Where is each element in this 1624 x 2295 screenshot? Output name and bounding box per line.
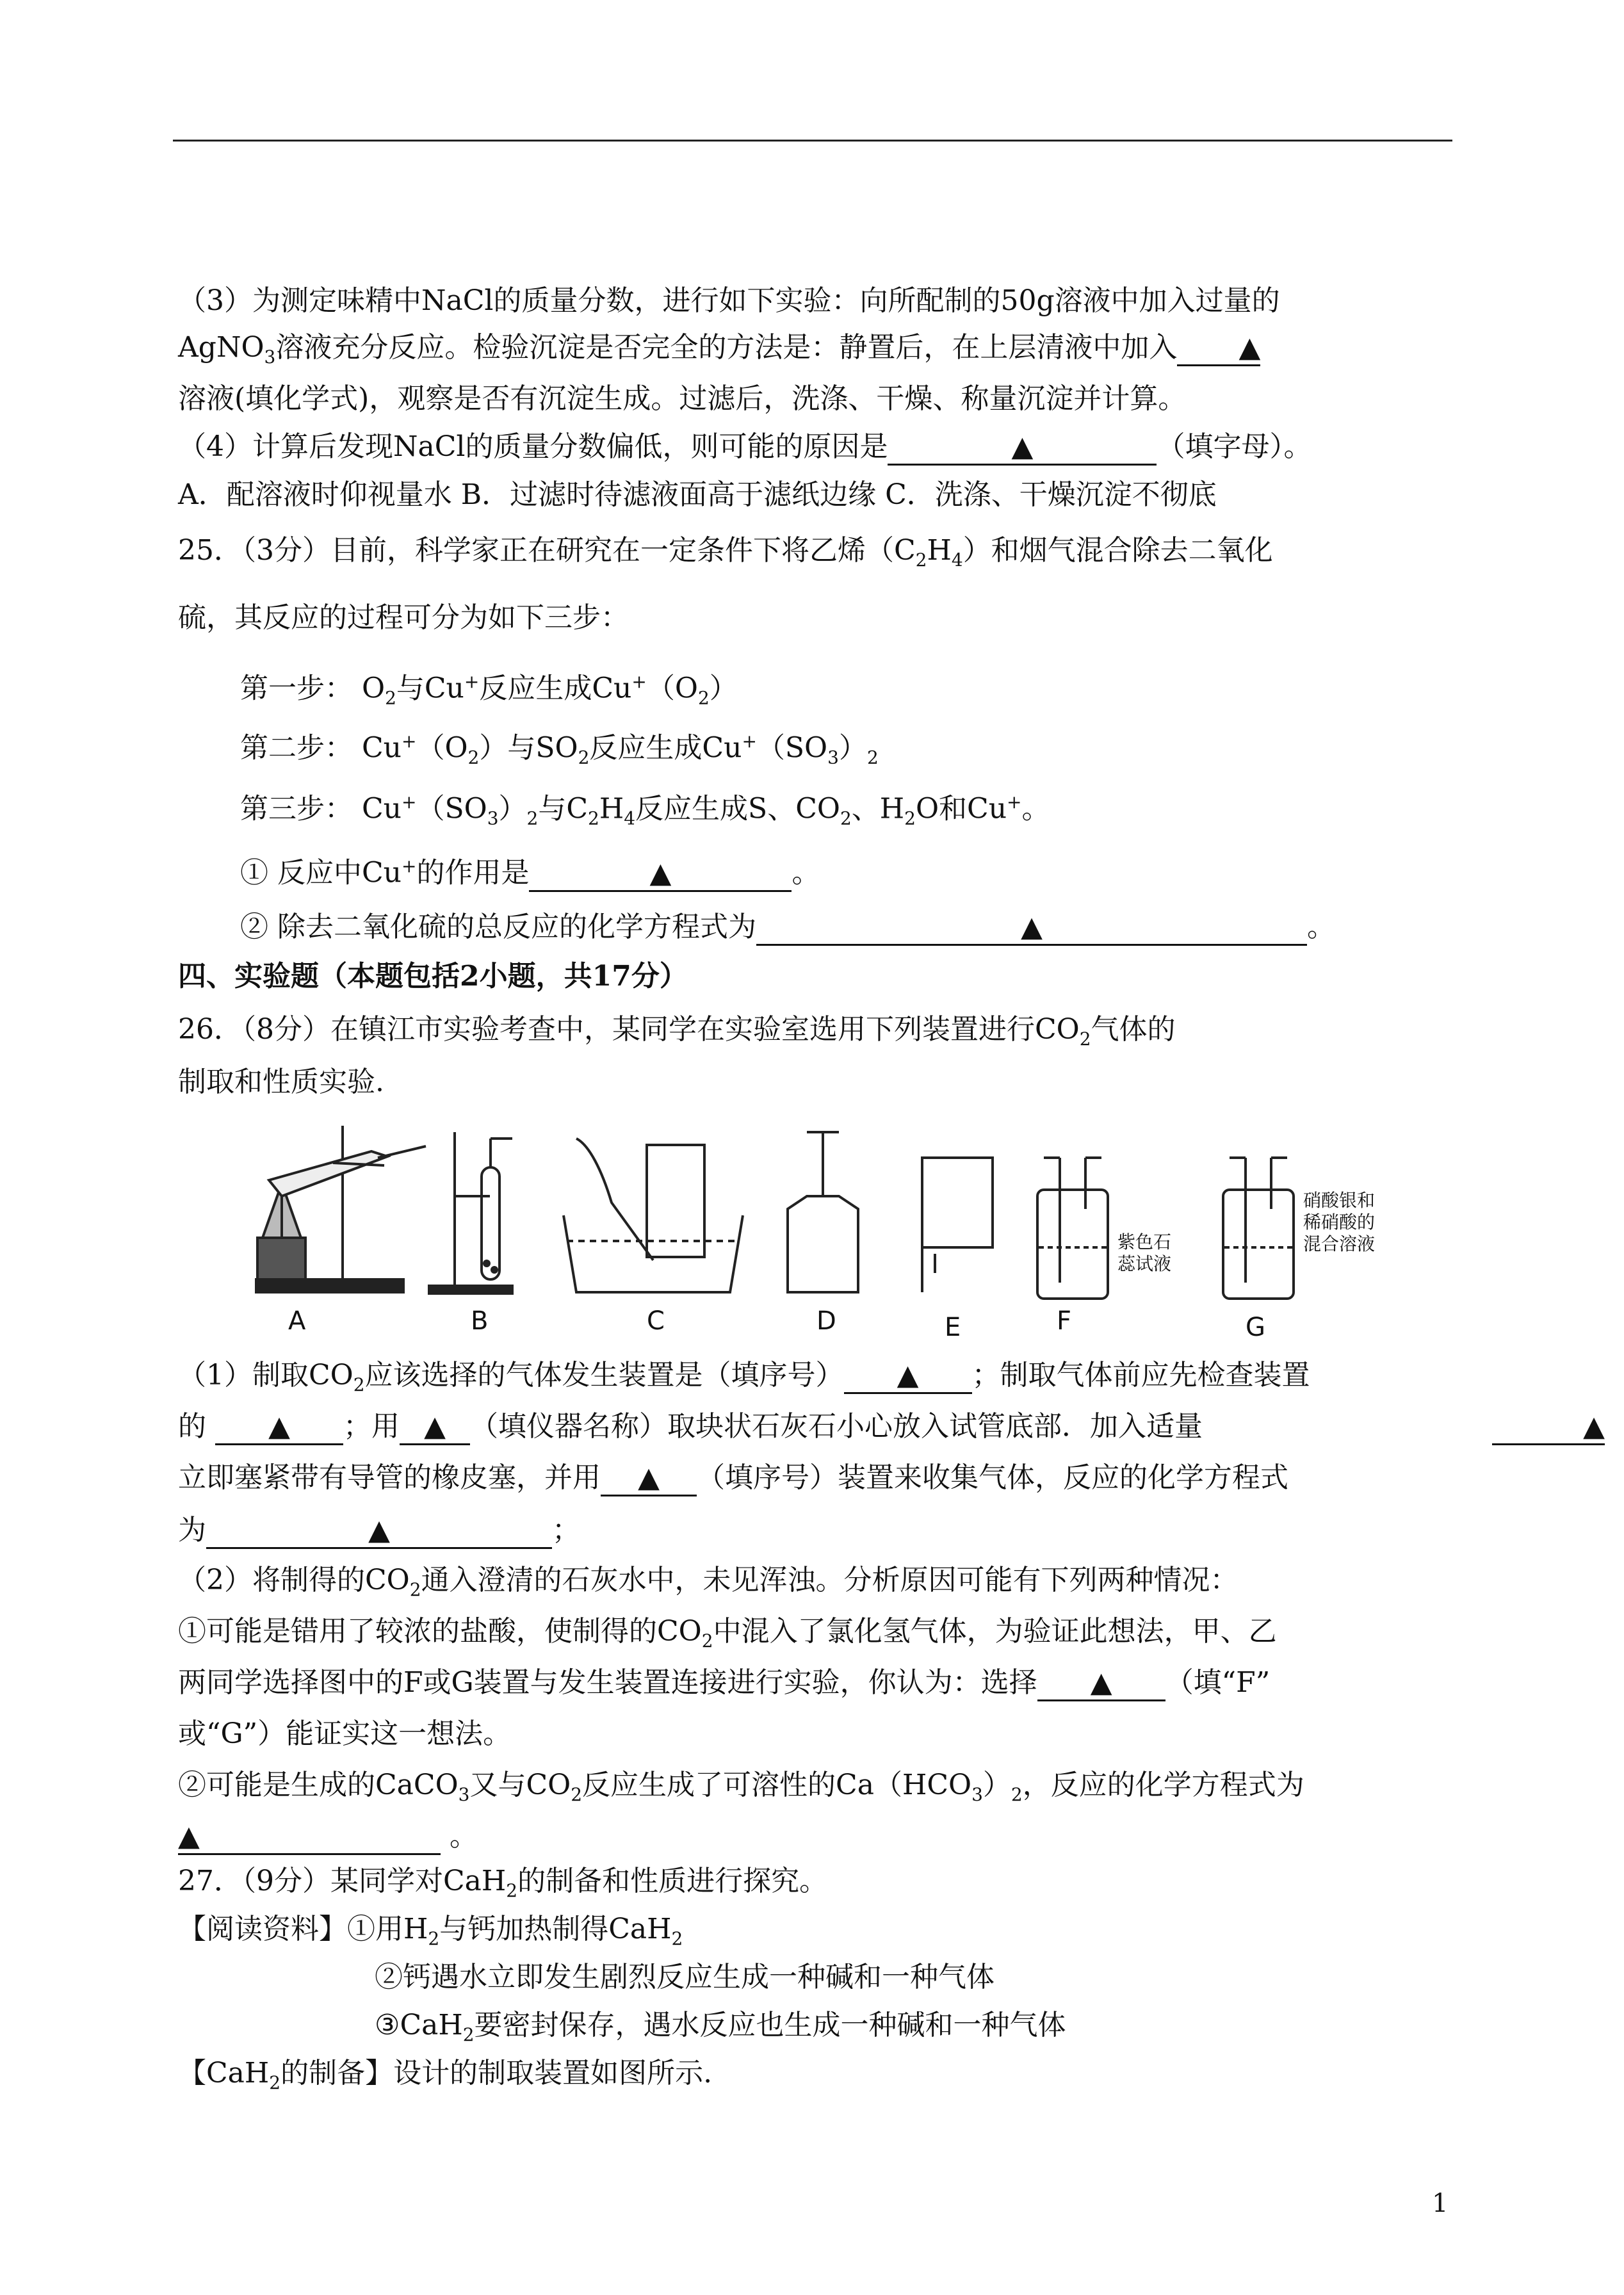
apparatus-drawing — [243, 1107, 1441, 1337]
label-d: D — [816, 1306, 836, 1336]
apparatus-e — [922, 1158, 993, 1292]
apparatus-g — [1223, 1158, 1294, 1299]
apparatus-c — [564, 1139, 743, 1292]
text-line: 【CaH$_2$的制备】设计的制取装置如图所示. — [178, 2057, 713, 2093]
text-line: 或“G”）能证实这一想法。 — [178, 1717, 512, 1750]
text-line: ②可能是生成的CaCO$_3$又与$CO_2$反应生成了可溶性的$Ca(HCO_3)_2$，反应的化学方程式为 — [178, 1769, 1304, 1805]
g-reagent-note: 硝酸银和 稀硝酸的 混合溶液 — [1303, 1190, 1376, 1254]
answer-blank[interactable]: ▲ — [178, 1820, 441, 1855]
text-line: A．配溶液时仰视量水 B．过滤时待滤液面高于滤纸边缘 C．洗涤、干燥沉淀不彻底 — [178, 478, 1217, 511]
step-2: 第二步： $Cu^+(O_2)$与$SO_2$反应生成$Cu^+(SO_3)_2$ — [240, 731, 879, 768]
text-line: 溶液(填化学式)，观察是否有沉淀生成。过滤后，洗涤、干燥、称量沉淀并计算。 — [178, 382, 1187, 415]
page-number: 1 — [1432, 2189, 1449, 2218]
text-line: 两同学选择图中的F或G装置与发生装置连接进行实验，你认为：选择 ▲ （填“F” — [178, 1664, 1270, 1702]
apparatus-a — [256, 1126, 426, 1292]
answer-blank[interactable]: ▲ — [529, 857, 792, 892]
answer-blank[interactable]: ▲ — [601, 1461, 697, 1496]
label-e: E — [945, 1313, 961, 1342]
text-line: 制取和性质实验. — [178, 1066, 384, 1098]
answer-blank-overflow[interactable] — [1492, 1407, 1605, 1446]
sub-question-2: ② 除去二氧化硫的总反应的化学方程式为 ▲ 。 — [240, 908, 1335, 946]
f-reagent-note: 紫色石 蕊试液 — [1117, 1231, 1172, 1274]
step-1: 第一步： $O_2$与Cu+反应生成$Cu^+(O_2)$ — [240, 671, 738, 709]
question-25: 25．（3分）目前，科学家正在研究在一定条件下将乙烯$(C_2H_4)$和烟气混合除去二氧化 — [178, 534, 1273, 571]
question-26: 26．（8分）在镇江市实验考查中，某同学在实验室选用下列装置进行$CO_2$气体的 — [178, 1013, 1176, 1050]
apparatus-figure — [243, 1107, 1441, 1342]
text-line: ▲ 。 — [178, 1817, 478, 1856]
text-line: （4）计算后发现NaCl的质量分数偏低，则可能的原因是 ▲ （填字母）。 — [178, 428, 1311, 466]
text-line: 硫，其反应的过程可分为如下三步： — [178, 601, 629, 634]
answer-blank[interactable]: ▲ — [206, 1514, 552, 1549]
answer-blank[interactable]: ▲ — [888, 430, 1157, 466]
apparatus-b — [429, 1132, 512, 1293]
label-g: G — [1246, 1313, 1265, 1342]
label-b: B — [471, 1306, 489, 1336]
answer-blank[interactable]: ▲ — [215, 1410, 343, 1445]
label-c: C — [647, 1306, 665, 1336]
step-3: 第三步： $Cu^+(SO_3)_2$与$C_2H_4$反应生成S、$CO_2$、$H_2O$和Cu+。 — [240, 791, 1050, 829]
apparatus-f — [1037, 1158, 1108, 1299]
text-line: （2）将制得的$CO_2$通入澄清的石灰水中，未见浑浊。分析原因可能有下列两种情况： — [178, 1564, 1238, 1600]
answer-blank[interactable]: ▲ — [844, 1359, 972, 1394]
answer-blank[interactable]: ▲ — [400, 1410, 470, 1445]
apparatus-d — [788, 1132, 858, 1292]
answer-blank[interactable]: ▲ — [1492, 1410, 1605, 1445]
answer-blank[interactable]: ▲ — [1177, 331, 1260, 366]
text-line: ①可能是错用了较浓的盐酸，使制得的$CO_2$中混入了氯化氢气体，为验证此想法，甲、乙 — [178, 1615, 1277, 1651]
answer-blank[interactable]: ▲ — [1037, 1666, 1165, 1701]
section-title: 四、实验题（本题包括2小题，共17分） — [178, 960, 688, 993]
text-line: 的 ▲ ；用 ▲ （填仪器名称）取块状石灰石小心放入试管底部．加入适量 — [178, 1407, 1203, 1446]
header-rule — [173, 140, 1452, 142]
label-a: A — [288, 1306, 306, 1336]
text-line: （1）制取$CO_2$应该选择的气体发生装置是（填序号） ▲ ；制取气体前应先检查装置 — [178, 1359, 1310, 1395]
text-line: 立即塞紧带有导管的橡皮塞，并用 ▲ （填序号）装置来收集气体，反应的化学方程式 — [178, 1459, 1288, 1497]
label-f: F — [1057, 1306, 1072, 1336]
text-line: AgNO$_3$溶液充分反应。检验沉淀是否完全的方法是：静置后，在上层清液中加入 ▲ — [178, 331, 1261, 368]
reading-material-2: ②钙遇水立即发生剧烈反应生成一种碱和一种气体 — [375, 1961, 995, 1993]
sub-question-1: ① 反应中Cu+的作用是 ▲ 。 — [240, 847, 820, 893]
reading-material-1: 【阅读资料】①用$H_2$与钙加热制得CaH$_2$ — [178, 1913, 683, 1949]
answer-blank[interactable]: ▲ — [756, 911, 1307, 946]
text-line: （3）为测定味精中NaCl的质量分数，进行如下实验：向所配制的50g溶液中加入过量的 — [178, 284, 1280, 317]
question-27: 27．（9分）某同学对CaH$_2$的制备和性质进行探究。 — [178, 1865, 828, 1901]
reading-material-3: ③CaH$_2$要密封保存，遇水反应也生成一种碱和一种气体 — [375, 2009, 1066, 2045]
text-line: 为 ▲ ； — [178, 1511, 580, 1550]
